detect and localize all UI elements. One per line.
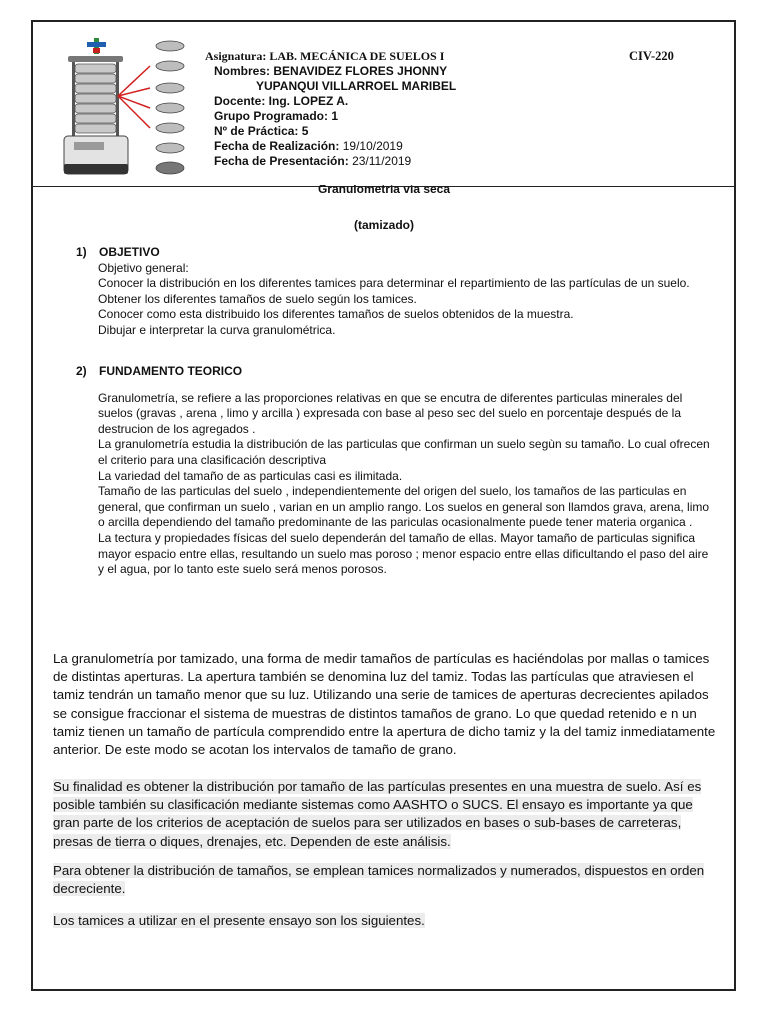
presentacion-line <box>205 154 456 169</box>
highlighted-text: Los tamices a utilizar en el presente ensayo son los siguientes. <box>53 913 425 928</box>
objetivo-line: Conocer como esta distribuido los diferentes tamaños de suelos obtenidos de la muestra. <box>98 307 574 322</box>
body-paragraph: La granulometría por tamizado, una forma de medir tamaños de partículas es haciéndolas por mallas o tamices de distintas aperturas. La apertura también se denomina luz del tamiz. Todas las partículas que atraviesen el tamiz tendrán un tamaño menor que su luz. Utilizando una serie de tamices de aperturas decrecientes apilados se consigue fraccionar el sistema de muestras de distintos tamaños de grano. Lo que quedad retenido e n un tamiz tienen un tamaño de partícula comprendido entre la apertura de dicho tamiz y la del tamiz inmediatamente anterior. De este modo se acotan los intervalos de tamaño de grano. <box>53 651 716 758</box>
course-code: CIV-220 <box>629 49 674 63</box>
docente-line: Docente: Ing. LOPEZ A. <box>214 94 349 108</box>
section-heading <box>76 245 710 261</box>
document-title-text: Granulometría vía seca <box>317 185 451 195</box>
nombres-line <box>205 64 456 79</box>
asignatura-label: Asignatura: <box>205 49 267 63</box>
fundamento-paragraph: La variedad del tamaño de as particulas casi es ilimitada. <box>98 468 403 483</box>
section-number: 2) <box>76 364 87 378</box>
highlighted-text: Para obtener la distribución de tamaños, se emplean tamices normalizados y numerados, dispuestos en orden decreciente. <box>53 863 705 897</box>
highlighted-text: Su finalidad es obtener la distribución por tamaño de las partículas presentes en una muestra de suelo. Así es posible también su clasificación mediante sistemas como AASHTO o SUCS. El ensayo es importante ya que gran parte de los criterios de aceptación de suelos para ser utilizados en bases o sub-bases de carreteras, presas de tierra o diques, drenajes, etc. Dependen de este análisis. <box>53 779 702 849</box>
fundamento-paragraph: Tamaño de las particulas del suelo , independientemente del origen del suelo, los tamaños de las particulas en general, que confirman un suelo , varian en un amplio rango. Los suelos en general son llamdos grava, arena, limo o arcilla dependiendo del tamaño predominante de las pariculas ocasionalmente puede tener materia organica . <box>98 484 710 530</box>
header-info <box>205 49 456 169</box>
nombres-value-1: BENAVIDEZ FLORES JHONNY <box>273 64 448 78</box>
sieve-shaker-icon <box>58 36 198 181</box>
asignatura-line <box>205 49 456 64</box>
section-number: 1) <box>76 245 87 259</box>
fundamento-paragraph: Granulometría, se refiere a las proporciones relativas en que se encutra de diferentes particulas minerales del suelos (gravas , arena , limo y arcilla ) expresada con base al peso sec del suelo en porcentaje después de la destrucion de los agregados . <box>98 390 683 436</box>
body-paragraph <box>53 862 721 898</box>
presentacion-label: Fecha de Presentación: <box>214 154 349 168</box>
realizacion-label: Fecha de Realización: <box>214 139 340 153</box>
objetivo-line: Objetivo general: <box>98 260 189 275</box>
section-title: FUNDAMENTO TEORICO <box>99 364 243 378</box>
body-paragraph <box>53 912 721 930</box>
asignatura-value: LAB. MECÁNICA DE SUELOS I <box>269 49 445 63</box>
realizacion-value: 19/10/2019 <box>342 139 403 153</box>
nombres-label: Nombres: <box>214 64 271 78</box>
practica-line: Nº de Práctica: 5 <box>214 124 309 138</box>
spacer <box>98 380 710 391</box>
section-body <box>76 380 710 578</box>
section-body <box>76 261 710 339</box>
body-paragraph <box>53 778 721 851</box>
section-heading <box>76 364 710 380</box>
section-fundamento <box>76 364 710 578</box>
fundamento-paragraph: La granulometría estudia la distribución de las particulas que confirman un suelo segùn su tamaño. Lo cual ofrecen el criterio para una clasificación descriptiva <box>98 437 710 467</box>
document-title <box>0 185 768 195</box>
fundamento-paragraph: La tectura y propiedades físicas del suelo dependerán del tamaño de ellas. Mayor tamaño de particulas significa mayor espacio entre ellas, resultando un suelo mas poroso ; menor espacio entre ellas dificultando el paso del aire y el agua, por lo tanto este suelo será menos porosos. <box>98 530 709 577</box>
grupo-line: Grupo Programado: 1 <box>214 109 339 123</box>
objetivo-line: Obtener los diferentes tamaños de suelo según los tamices. <box>98 291 417 306</box>
realizacion-line <box>205 139 456 154</box>
objetivo-line: Conocer la distribución en los diferentes tamices para determinar el repartimiento de las partículas de un suelo. <box>98 276 690 291</box>
presentacion-value: 23/11/2019 <box>352 154 412 168</box>
objetivo-line: Dibujar e interpretar la curva granulométrica. <box>98 322 336 337</box>
nombres-value-2: YUPANQUI VILLARROEL MARIBEL <box>256 79 457 93</box>
document-subtitle: (tamizado) <box>354 218 414 232</box>
section-objetivo <box>76 245 710 339</box>
section-title: OBJETIVO <box>99 245 160 259</box>
